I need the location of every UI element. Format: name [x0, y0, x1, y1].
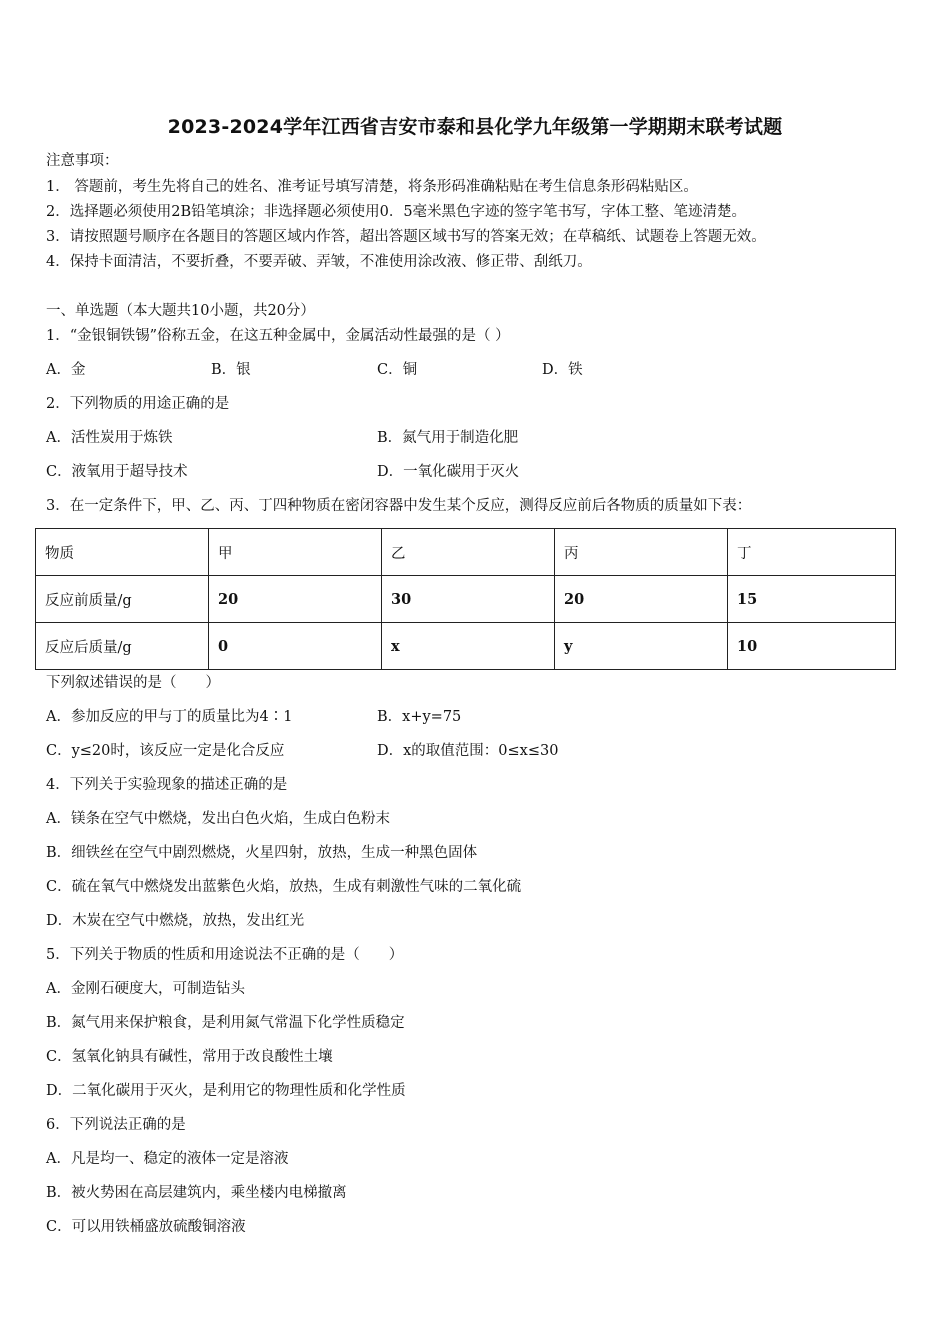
question-6-stem: 6．下列说法正确的是	[46, 1117, 186, 1133]
page-title: 2023-2024学年江西省吉安市泰和县化学九年级第一学期期末联考试题	[167, 116, 783, 138]
q6-option-c: C．可以用铁桶盛放硫酸铜溶液	[46, 1219, 246, 1235]
notice-item: 3．请按照题号顺序在各题目的答题区域内作答，超出答题区域书写的答案无效；在草稿纸、试题卷上答题无效。	[46, 229, 766, 245]
question-2-stem: 2．下列物质的用途正确的是	[46, 396, 230, 412]
table-cell: 反应后质量/g	[36, 623, 209, 670]
table-cell: 丁	[728, 529, 896, 576]
q1-option-c: C．铜	[377, 362, 418, 378]
table-cell: 30	[382, 576, 555, 623]
q5-option-b: B．氮气用来保护粮食，是利用氮气常温下化学性质稳定	[46, 1015, 405, 1031]
q4-option-c: C．硫在氧气中燃烧发出蓝紫色火焰，放热，生成有刺激性气味的二氧化硫	[46, 879, 522, 895]
notice-item: 4．保持卡面清洁，不要折叠，不要弄破、弄皱，不准使用涂改液、修正带、刮纸刀。	[46, 254, 592, 270]
section-heading: 一、单选题（本大题共10小题，共20分）	[46, 303, 315, 319]
table-header-row	[36, 529, 896, 576]
q3-option-c: C．y≤20时，该反应一定是化合反应	[46, 743, 285, 759]
question-3-stem: 3．在一定条件下，甲、乙、丙、丁四种物质在密闭容器中发生某个反应，测得反应前后各物质的质量如下表：	[46, 498, 752, 514]
table-cell: 0	[209, 623, 382, 670]
q1-option-d: D．铁	[542, 362, 583, 378]
notice-heading: 注意事项：	[46, 153, 119, 169]
question-1-stem: 1．“金银铜铁锡”俗称五金，在这五种金属中，金属活动性最强的是（ ）	[46, 328, 510, 344]
question-3-ask: 下列叙述错误的是（ ）	[46, 675, 220, 691]
q6-option-a: A．凡是均一、稳定的液体一定是溶液	[46, 1151, 289, 1167]
table-cell: 丙	[555, 529, 728, 576]
q5-option-d: D．二氧化碳用于灭火，是利用它的物理性质和化学性质	[46, 1083, 406, 1099]
table-cell: y	[555, 623, 728, 670]
table-cell: 15	[728, 576, 896, 623]
q4-option-d: D．木炭在空气中燃烧，放热，发出红光	[46, 913, 305, 929]
q4-option-a: A．镁条在空气中燃烧，发出白色火焰，生成白色粉末	[46, 811, 390, 827]
q2-option-c: C．液氧用于超导技术	[46, 464, 188, 480]
q5-option-c: C．氢氧化钠具有碱性，常用于改良酸性土壤	[46, 1049, 333, 1065]
q3-option-b: B．x+y=75	[377, 709, 462, 725]
table-cell: 10	[728, 623, 896, 670]
table-cell: 物质	[36, 529, 209, 576]
table-cell: 20	[209, 576, 382, 623]
q3-option-a: A．参加反应的甲与丁的质量比为4∶1	[46, 709, 293, 725]
q5-option-a: A．金刚石硬度大，可制造钻头	[46, 981, 245, 997]
q4-option-b: B．细铁丝在空气中剧烈燃烧，火星四射，放热，生成一种黑色固体	[46, 845, 478, 861]
table-cell: 乙	[382, 529, 555, 576]
q1-option-b: B．银	[211, 362, 251, 378]
q2-option-d: D．一氧化碳用于灭火	[377, 464, 520, 480]
table-cell: 20	[555, 576, 728, 623]
table-cell: x	[382, 623, 555, 670]
notice-item: 1． 答题前，考生先将自己的姓名、准考证号填写清楚，将条形码准确粘贴在考生信息条形码粘贴区。	[46, 179, 698, 195]
question-4-stem: 4．下列关于实验现象的描述正确的是	[46, 777, 288, 793]
table-cell: 反应前质量/g	[36, 576, 209, 623]
q2-option-a: A．活性炭用于炼铁	[46, 430, 173, 446]
question-5-stem: 5．下列关于物质的性质和用途说法不正确的是（ ）	[46, 947, 404, 963]
table-cell: 甲	[209, 529, 382, 576]
q6-option-b: B．被火势困在高层建筑内，乘坐楼内电梯撤离	[46, 1185, 347, 1201]
mass-table	[35, 528, 896, 670]
q1-option-a: A．金	[46, 362, 86, 378]
q2-option-b: B．氮气用于制造化肥	[377, 430, 519, 446]
table-row	[36, 576, 896, 623]
q3-option-d: D．x的取值范围：0≤x≤30	[377, 743, 559, 759]
notice-item: 2．选择题必须使用2B铅笔填涂；非选择题必须使用0．5毫米黑色字迹的签字笔书写，字体工整、笔迹清楚。	[46, 204, 747, 220]
table-row	[36, 623, 896, 670]
